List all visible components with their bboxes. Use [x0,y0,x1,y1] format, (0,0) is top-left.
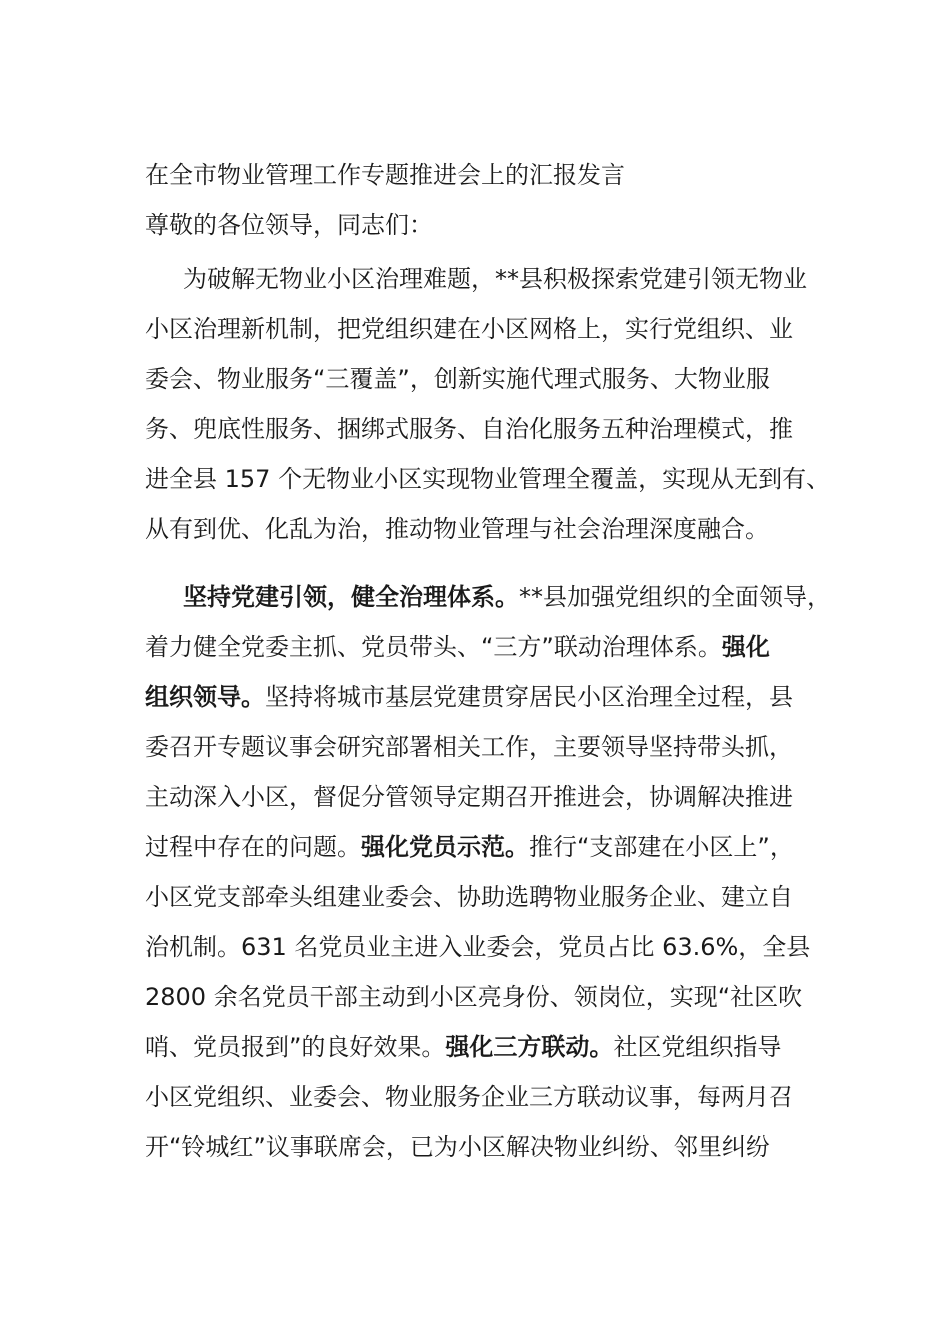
paragraph-line: 治机制。631 名党员业主进入业委会，党员占比 63.6%，全县 [145,933,811,961]
document-title: 在全市物业管理工作专题推进会上的汇报发言 [145,161,625,189]
document-body [145,150,831,1172]
paragraph-line: 委召开专题议事会研究部署相关工作，主要领导坚持带头抓， [145,733,793,761]
body-text: 坚持将城市基层党建贯穿居民小区治理全过程，县 [265,683,793,711]
paragraph-line: 开“铃城红”议事联席会，已为小区解决物业纠纷、邻里纠纷 [145,1133,770,1161]
body-text: 社区党组织指导 [613,1033,782,1061]
sub-heading: 强化党员示范。 [361,833,529,861]
paragraph-intro [145,254,831,554]
paragraph-line: 小区党支部牵头组建业委会、协助选聘物业服务企业、建立自 [145,883,793,911]
paragraph-line [145,672,825,722]
paragraph-gap [145,554,825,572]
paragraph-line [145,572,831,622]
sub-heading: 组织领导。 [145,683,265,711]
body-text: **县加强党组织的全面领导， [519,583,831,611]
body-text: 过程中存在的问题。 [145,833,361,861]
paragraph-line: 2800 余名党员干部主动到小区亮身份、领岗位，实现“社区吹 [145,983,803,1011]
paragraph-line [145,1022,825,1072]
paragraph-line [145,622,825,672]
paragraph-line [145,822,825,872]
body-text: 着力健全党委主抓、党员带头、“三方”联动治理体系。 [145,633,722,661]
paragraph-line: 主动深入小区，督促分管领导定期召开推进会，协调解决推进 [145,783,793,811]
section-heading: 坚持党建引领，健全治理体系。 [183,583,519,611]
body-text: 推行“支部建在小区上”， [529,833,794,861]
sub-heading: 强化三方联动。 [445,1033,614,1061]
paragraph-party-leadership [145,572,831,1172]
sub-heading: 强化 [721,633,770,661]
paragraph-line: 务、兜底性服务、捆绑式服务、自治化服务五种治理模式，推 [145,415,793,443]
salutation: 尊敬的各位领导，同志们： [145,211,433,239]
paragraph-line: 为破解无物业小区治理难题，**县积极探索党建引领无物业 [183,265,807,293]
paragraph-line: 进全县 157 个无物业小区实现物业管理全覆盖，实现从无到有、 [145,465,831,493]
paragraph-line: 小区党组织、业委会、物业服务企业三方联动议事，每两月召 [145,1083,793,1111]
paragraph-line: 委会、物业服务“三覆盖”，创新实施代理式服务、大物业服 [145,365,770,393]
body-text: 哨、党员报到”的良好效果。 [145,1033,446,1061]
paragraph-line: 从有到优、化乱为治，推动物业管理与社会治理深度融合。 [145,515,769,543]
paragraph-line: 小区治理新机制，把党组织建在小区网格上，实行党组织、业 [145,315,793,343]
